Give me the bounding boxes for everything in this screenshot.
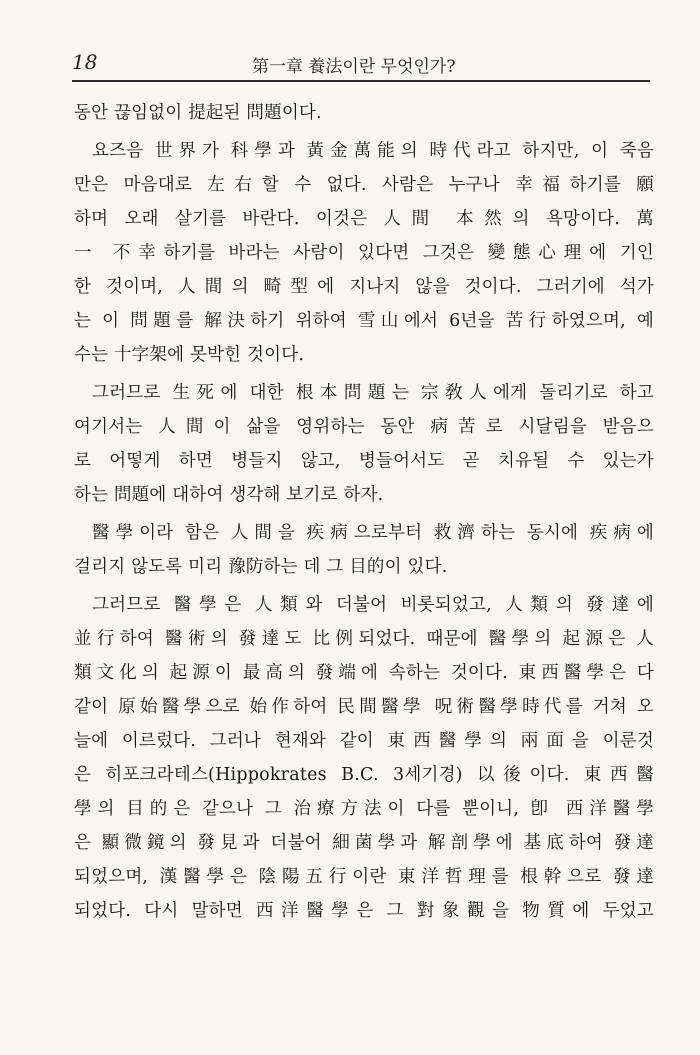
text-line: 하며 오래 살기를 바란다. 이것은 人間 本然의 욕망이다. 萬 [74,209,654,229]
running-title: 第一章 養法이란 무엇인가? [252,57,456,77]
text-line: 되었으며, 漢醫學은 陰陽五行이란 東洋哲理를 根幹으로 發達 [74,867,654,887]
page-number: 18 [72,50,98,74]
text-line: 그러므로 醫學은 人類와 더불어 비롯되었고, 人類의 發達에 [92,595,654,615]
text-line: 醫學이라 함은 人間을 疾病으로부터 救濟하는 동시에 疾病에 [92,523,654,543]
text-line: 로 어떻게 하면 병들지 않고, 병들어서도 곧 치유될 수 있는가 [74,451,654,471]
text-line: 並行하여 醫術의 發達도 比例되었다. 때문에 醫學의 起源은 人 [74,629,654,649]
text-line: 一 不幸하기를 바라는 사람이 있다면 그것은 變態心理에 기인 [74,243,654,263]
text-line: 한 것이며, 人間의 畸型에 지나지 않을 것이다. 그러기에 석가 [74,277,654,297]
text-line: 그러므로 生死에 대한 根本問題는 宗敎人에게 돌리기로 하고 [92,383,654,403]
text-line: 여기서는 人間이 삶을 영위하는 동안 病苦로 시달림을 받음으 [74,417,654,437]
text-line: 는 이 問題를 解決하기 위하여 雪山에서 6년을 苦行하였으며, 예 [74,311,654,331]
paragraph [74,376,654,512]
text-line: 類文化의 起源이 最高의 發端에 속하는 것이다. 東西醫學은 다 [74,663,654,683]
paragraph [74,516,654,584]
text-line: 같이 原始醫學으로 始作하여 民間醫學 呪術醫學時代를 거쳐 오 [74,697,654,717]
text-line: 되었다. 다시 말하면 西洋醫學은 그 對象觀을 物質에 두었고 [74,901,654,921]
header-rule [72,80,650,82]
paragraph [74,134,654,372]
body-text [74,96,654,928]
page-header [72,46,652,78]
text-line: 동안 끊임없이 提起된 問題이다. [74,103,322,123]
text-line: 은 顯微鏡의 發見과 더불어 細菌學과 解剖學에 基底하여 發達 [74,833,654,853]
text-line: 하는 問題에 대하여 생각해 보기로 하자. [74,485,384,505]
paragraph [74,96,654,130]
text-line: 수는 十字架에 못박힌 것이다. [74,345,305,365]
text-line: 學의 目的은 같으나 그 治療方法이 다를 뿐이니, 卽 西洋醫學 [74,799,654,819]
text-line: 걸리지 않도록 미리 豫防하는 데 그 目的이 있다. [74,557,448,577]
text-line: 늘에 이르렀다. 그러나 현재와 같이 東西醫學의 兩面을 이룬것 [74,731,654,751]
paragraph [74,588,654,928]
text-line: 요즈음 世界가 科學과 黃金萬能의 時代라고 하지만, 이 죽음 [92,141,654,161]
text-line: 만은 마음대로 左右할 수 없다. 사람은 누구나 幸福하기를 願 [74,175,654,195]
text-line: 은 히포크라테스(Hippokrates B.C. 3세기경) 以後이다. 東西醫 [74,765,654,785]
